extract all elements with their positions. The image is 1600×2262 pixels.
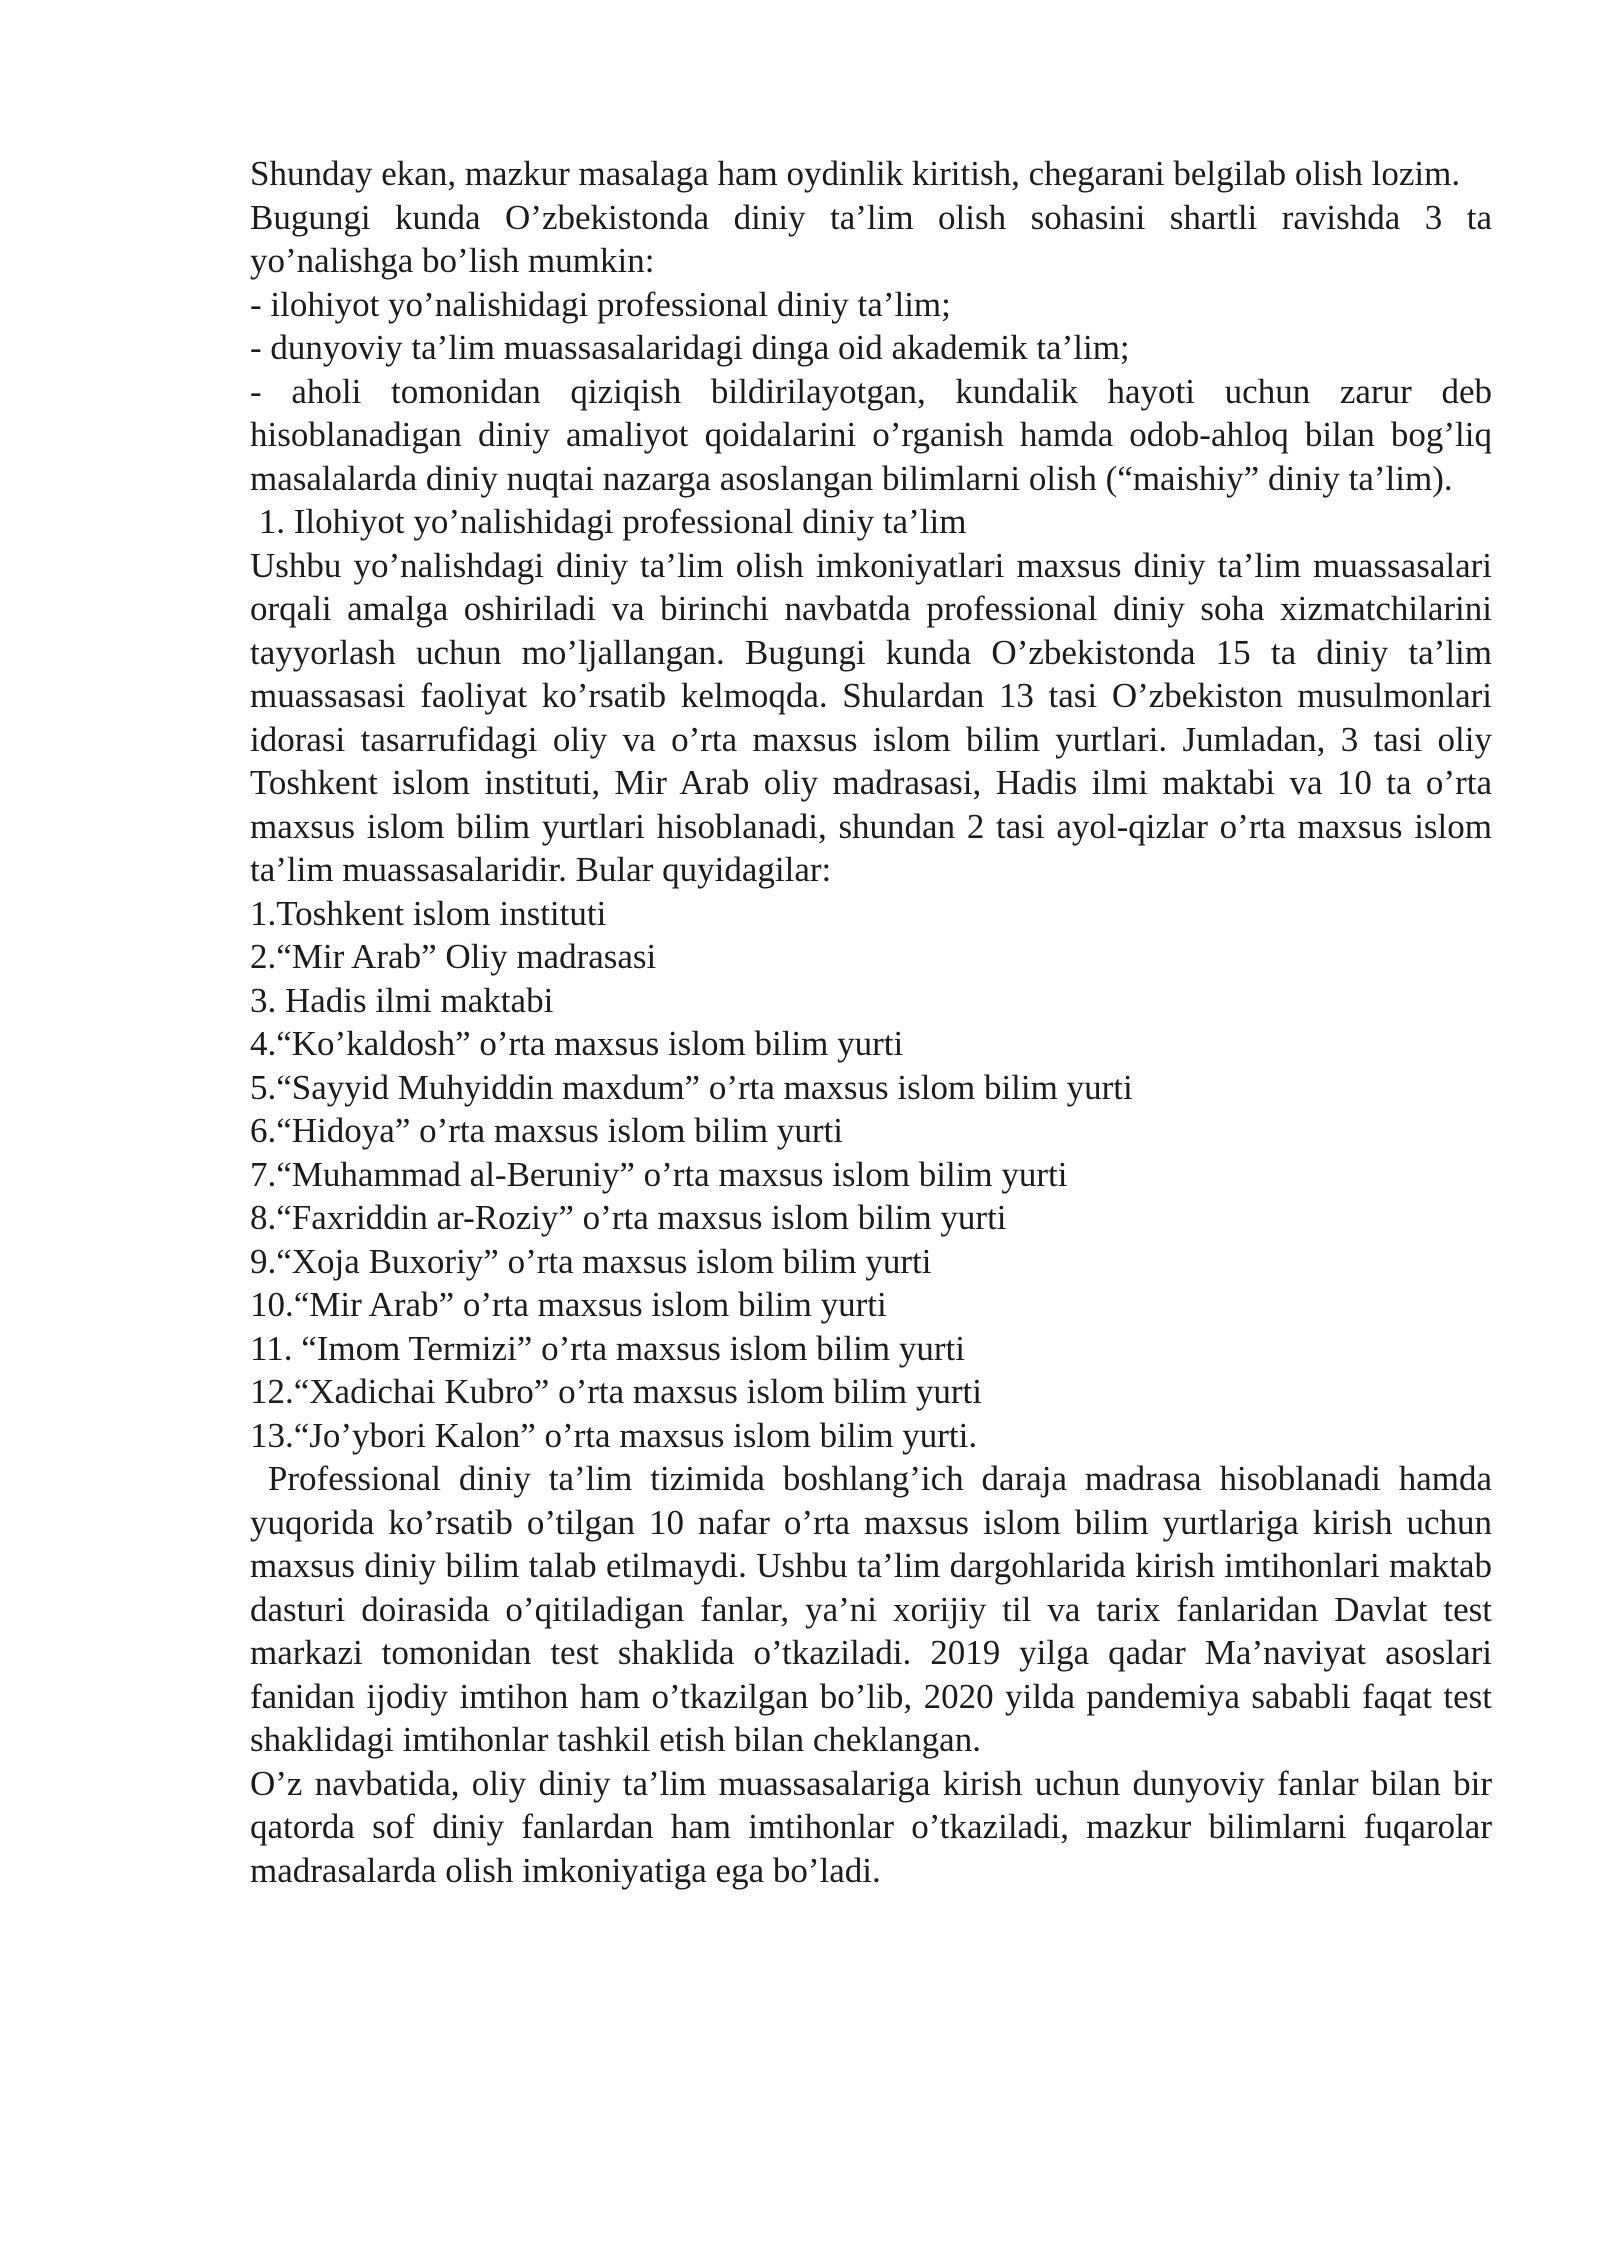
document-body [250, 152, 1501, 1892]
paragraph-intro: Shunday ekan, mazkur masalaga ham oydinlik kiritish, chegarani belgilab olish lozim. [250, 154, 1461, 193]
list-item-direction-2: - dunyoviy ta’lim muassasalaridagi dinga oid akademik ta’lim; [250, 328, 1130, 367]
section-heading: 1. Ilohiyot yo’nalishidagi professional diniy ta’lim [250, 502, 967, 541]
institutions-list [250, 892, 1492, 1458]
list-item: 4.“Ko’kaldosh” o’rta maxsus islom bilim yurti [250, 1024, 904, 1063]
paragraph-professional-system: Professional diniy ta’lim tizimida boshlang’ich daraja madrasa hisoblanadi hamda yuqorida ko’rsatib o’tilgan 10 nafar o’rta maxsus islom bilim yurtlariga kirish uchun maxsus diniy bilim talab etilmaydi. Ushbu ta’lim dargohlarida kirish imtihonlari maktab dasturi doirasida o’qitiladigan fanlar, ya’ni xorijiy til va tarix fanlaridan Davlat test markazi tomonidan test shaklida o’tkaziladi. 2019 yilga qadar Ma’naviyat asoslari fanidan ijodiy imtihon ham o’tkazilgan bo’lib, 2020 yilda pandemiya sababli faqat test shaklidagi imtihonlar tashkil etish bilan cheklangan. [250, 1459, 1501, 1759]
list-item: 12.“Xadichai Kubro” o’rta maxsus islom bilim yurti [250, 1372, 982, 1411]
list-item: 1.Toshkent islom instituti [250, 893, 607, 933]
list-item: 9.“Xoja Buxoriy” o’rta maxsus islom bilim yurti [250, 1241, 932, 1281]
list-item: 13.“Jo’ybori Kalon” o’rta maxsus islom bilim yurti. [250, 1415, 978, 1455]
paragraph-higher-education: O’z navbatida, oliy diniy ta’lim muassasalariga kirish uchun dunyoviy fanlar bilan bir qatorda sof diniy fanlardan ham imtihonlar o’tkaziladi, mazkur bilimlarni fuqarolar madrasalarda olish imkoniyatiga ega bo’ladi. [250, 1763, 1492, 1890]
list-item: 2.“Mir Arab” Oliy madrasasi [250, 937, 657, 976]
list-item-direction-1: - ilohiyot yo’nalishidagi professional diniy ta’lim; [250, 284, 951, 324]
list-item: 8.“Faxriddin ar-Roziy” o’rta maxsus islom bilim yurti [250, 1198, 1007, 1237]
list-item: 6.“Hidoya” o’rta maxsus islom bilim yurti [250, 1111, 843, 1150]
list-item: 11. “Imom Termizi” o’rta maxsus islom bilim yurti [250, 1328, 965, 1368]
list-item-direction-3: - aholi tomonidan qiziqish bildirilayotgan, kundalik hayoti uchun zarur deb hisoblanadigan diniy amaliyot qoidalarini o’rganish hamda odob-ahloq bilan bog’liq masalalarda diniy nuqtai nazarga asoslangan bilimlarni olish (“maishiy” diniy ta’lim). [250, 371, 1492, 498]
paragraph-directions: Bugungi kunda O’zbekistonda diniy ta’lim olish sohasini shartli ravishda 3 ta yo’nalishga bo’lish mumkin: [250, 197, 1492, 280]
list-item: 3. Hadis ilmi maktabi [250, 980, 554, 1020]
list-item: 5.“Sayyid Muhyiddin maxdum” o’rta maxsus islom bilim yurti [250, 1067, 1133, 1107]
paragraph-institutions-overview: Ushbu yo’nalishdagi diniy ta’lim olish imkoniyatlari maxsus diniy ta’lim muassasalari orqali amalga oshiriladi va birinchi navbatda professional diniy soha xizmatchilarini tayyorlash uchun mo’ljallangan. Bugungi kunda O’zbekistonda 15 ta diniy ta’lim muassasasi faoliyat ko’rsatib kelmoqda. Shulardan 13 tasi O’zbekiston musulmonlari idorasi tasarrufidagi oliy va o’rta maxsus islom bilim yurtlari. Jumladan, 3 tasi oliy Toshkent islom instituti, Mir Arab oliy madrasasi, Hadis ilmi maktabi va 10 ta o’rta maxsus islom bilim yurtlari hisoblanadi, shundan 2 tasi ayol-qizlar o’rta maxsus islom ta’lim muassasalaridir. Bular quyidagilar: [250, 545, 1492, 889]
list-item: 10.“Mir Arab” o’rta maxsus islom bilim yurti [250, 1285, 887, 1324]
list-item: 7.“Muhammad al-Beruniy” o’rta maxsus islom bilim yurti [250, 1154, 1068, 1194]
